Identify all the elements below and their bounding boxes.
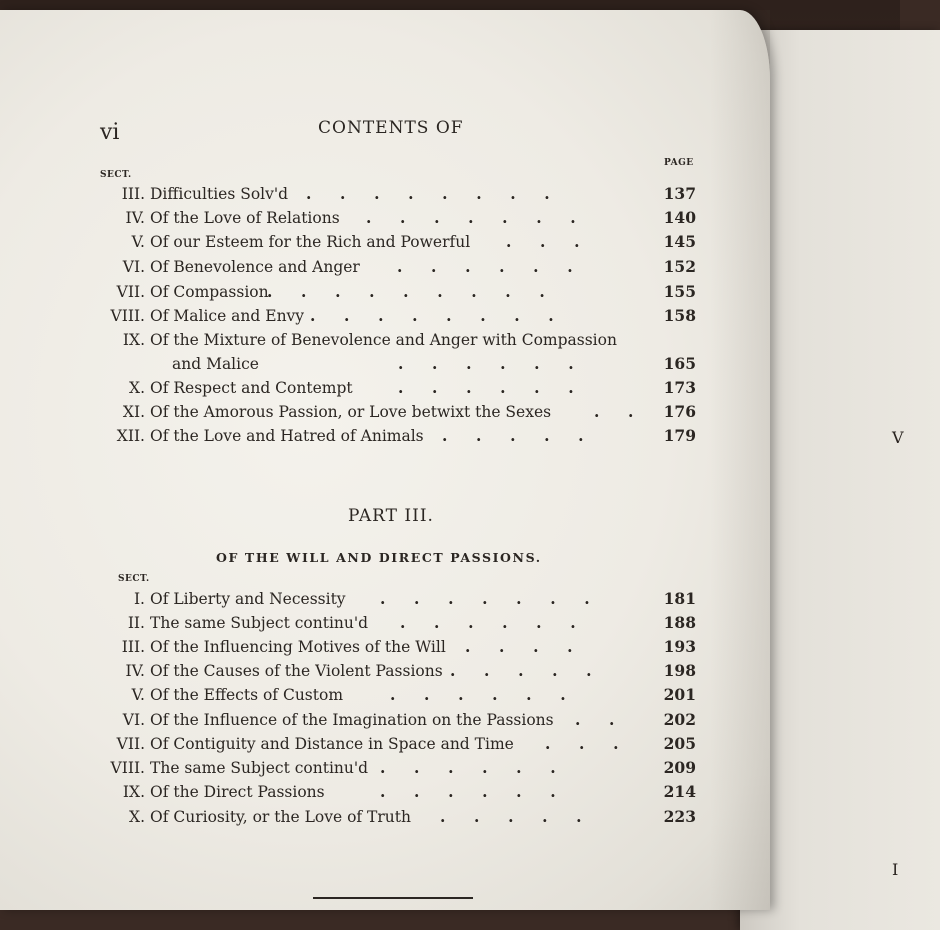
dot-leader: . . . . . . . . . (267, 282, 545, 301)
page-number: 145 (663, 232, 696, 251)
dot-leader: . . . . . . (397, 257, 573, 276)
dot-leader: . . . . . . . . (306, 184, 550, 203)
page-number: 137 (663, 184, 696, 203)
toc-entry (0, 182, 720, 206)
facing-page (740, 30, 940, 930)
toc-entry-continuation (0, 352, 720, 376)
part-heading: PART III. (348, 506, 434, 526)
section-title: Of the Causes of the Violent Passions (150, 662, 443, 680)
toc-entry (0, 587, 720, 611)
section-number: IV. (125, 662, 145, 680)
section-number: IX. (122, 783, 145, 801)
page-number: 214 (663, 782, 696, 801)
dot-leader: . . . . (465, 637, 573, 656)
page-number: 209 (663, 758, 696, 777)
facing-page-edge-glyph: V (892, 428, 904, 447)
dot-leader: . . (575, 710, 615, 729)
page-number: 193 (663, 637, 696, 656)
toc-entry (0, 400, 720, 424)
toc-entry (0, 732, 720, 756)
part-subheading: OF THE WILL AND DIRECT PASSIONS. (216, 550, 542, 565)
section-title: Of Contiguity and Distance in Space and Time (150, 735, 514, 753)
page-number: 152 (663, 257, 696, 276)
sect-column-label: SECT. (118, 574, 150, 584)
closing-rule (313, 897, 473, 899)
toc-entry (0, 230, 720, 254)
page-number: 158 (663, 306, 696, 325)
section-number: X. (129, 808, 145, 826)
section-number: IX. (122, 331, 145, 349)
page-number: 205 (663, 734, 696, 753)
page-column-label: PAGE (664, 158, 694, 168)
section-number: III. (121, 638, 145, 656)
section-title: The same Subject continu'd (150, 759, 369, 777)
dot-leader: . . . . . . . (380, 589, 590, 608)
section-title: Difficulties Solv'd (150, 185, 289, 203)
page-number: 223 (663, 807, 696, 826)
section-title: Of Respect and Contempt (150, 379, 353, 397)
toc-entry (0, 756, 720, 780)
section-number: VIII. (110, 307, 145, 325)
dot-leader: . . . . . (442, 426, 584, 445)
section-title: Of Curiosity, or the Love of Truth (150, 808, 412, 826)
section-number: VIII. (110, 759, 145, 777)
section-title: Of the Direct Passions (150, 783, 325, 801)
toc-entry (0, 206, 720, 230)
toc-entry (0, 683, 720, 707)
toc-entry (0, 805, 720, 829)
section-title: Of the Love and Hatred of Animals (150, 427, 424, 445)
toc-entry (0, 280, 720, 304)
section-title: Of the Amorous Passion, or Love betwixt the Sexes (150, 403, 552, 421)
page-number: 188 (663, 613, 696, 632)
section-number: VII. (116, 735, 145, 753)
section-title: Of Liberty and Necessity (150, 590, 346, 608)
section-number: XI. (122, 403, 145, 421)
dot-leader: . . . . . (440, 807, 582, 826)
dot-leader: . . . . . . (380, 758, 556, 777)
dot-leader: . . . (545, 734, 619, 753)
toc-entry (0, 376, 720, 400)
section-title: Of Compassion (150, 283, 269, 301)
sect-column-label: SECT. (100, 170, 132, 180)
section-title: and Malice (172, 355, 259, 373)
dot-leader: . . . . . . (398, 378, 574, 397)
page-number: 201 (663, 685, 696, 704)
facing-page-edge-glyph: I (892, 860, 899, 879)
section-number: V. (131, 233, 145, 251)
section-number: IV. (125, 209, 145, 227)
toc-entry (0, 328, 720, 352)
page-number: 176 (663, 402, 696, 421)
section-title: The same Subject continu'd (150, 614, 369, 632)
book-page (0, 10, 770, 910)
page-folio: vi (100, 120, 120, 145)
page-number: 173 (663, 378, 696, 397)
section-title: Of Malice and Envy (150, 307, 305, 325)
section-number: XII. (116, 427, 145, 445)
running-head: CONTENTS OF (318, 118, 464, 138)
dot-leader: . . . . . . (380, 782, 556, 801)
toc-entry (0, 708, 720, 732)
page-number: 202 (663, 710, 696, 729)
section-number: I. (133, 590, 145, 608)
page-number: 165 (663, 354, 696, 373)
section-number: VII. (116, 283, 145, 301)
toc-entry (0, 780, 720, 804)
section-title: Of the Effects of Custom (150, 686, 344, 704)
page-number: 155 (663, 282, 696, 301)
section-title: Of the Influencing Motives of the Will (150, 638, 446, 656)
dot-leader: . . . . . . . (366, 208, 576, 227)
section-number: VI. (122, 258, 145, 276)
section-title: Of the Mixture of Benevolence and Anger with Compassion (150, 331, 617, 349)
section-title: Of our Esteem for the Rich and Powerful (150, 233, 471, 251)
toc-entry (0, 255, 720, 279)
section-number: V. (131, 686, 145, 704)
section-number: X. (129, 379, 145, 397)
dot-leader: . . . . . . (398, 354, 574, 373)
dot-leader: . . . . . . (390, 685, 566, 704)
dot-leader: . . (594, 402, 634, 421)
dot-leader: . . . . . (450, 661, 592, 680)
page-number: 179 (663, 426, 696, 445)
page-number: 198 (663, 661, 696, 680)
toc-entry (0, 635, 720, 659)
page-number: 181 (663, 589, 696, 608)
section-title: Of Benevolence and Anger (150, 258, 360, 276)
section-title: Of the Love of Relations (150, 209, 340, 227)
section-number: III. (121, 185, 145, 203)
section-number: II. (127, 614, 145, 632)
section-number: VI. (122, 711, 145, 729)
toc-entry (0, 424, 720, 448)
toc-entry (0, 304, 720, 328)
dot-leader: . . . . . . (400, 613, 576, 632)
dot-leader: . . . . . . . . (310, 306, 554, 325)
section-title: Of the Influence of the Imagination on the Passions (150, 711, 554, 729)
toc-entry (0, 659, 720, 683)
page-number: 140 (663, 208, 696, 227)
dot-leader: . . . (506, 232, 580, 251)
toc-entry (0, 611, 720, 635)
